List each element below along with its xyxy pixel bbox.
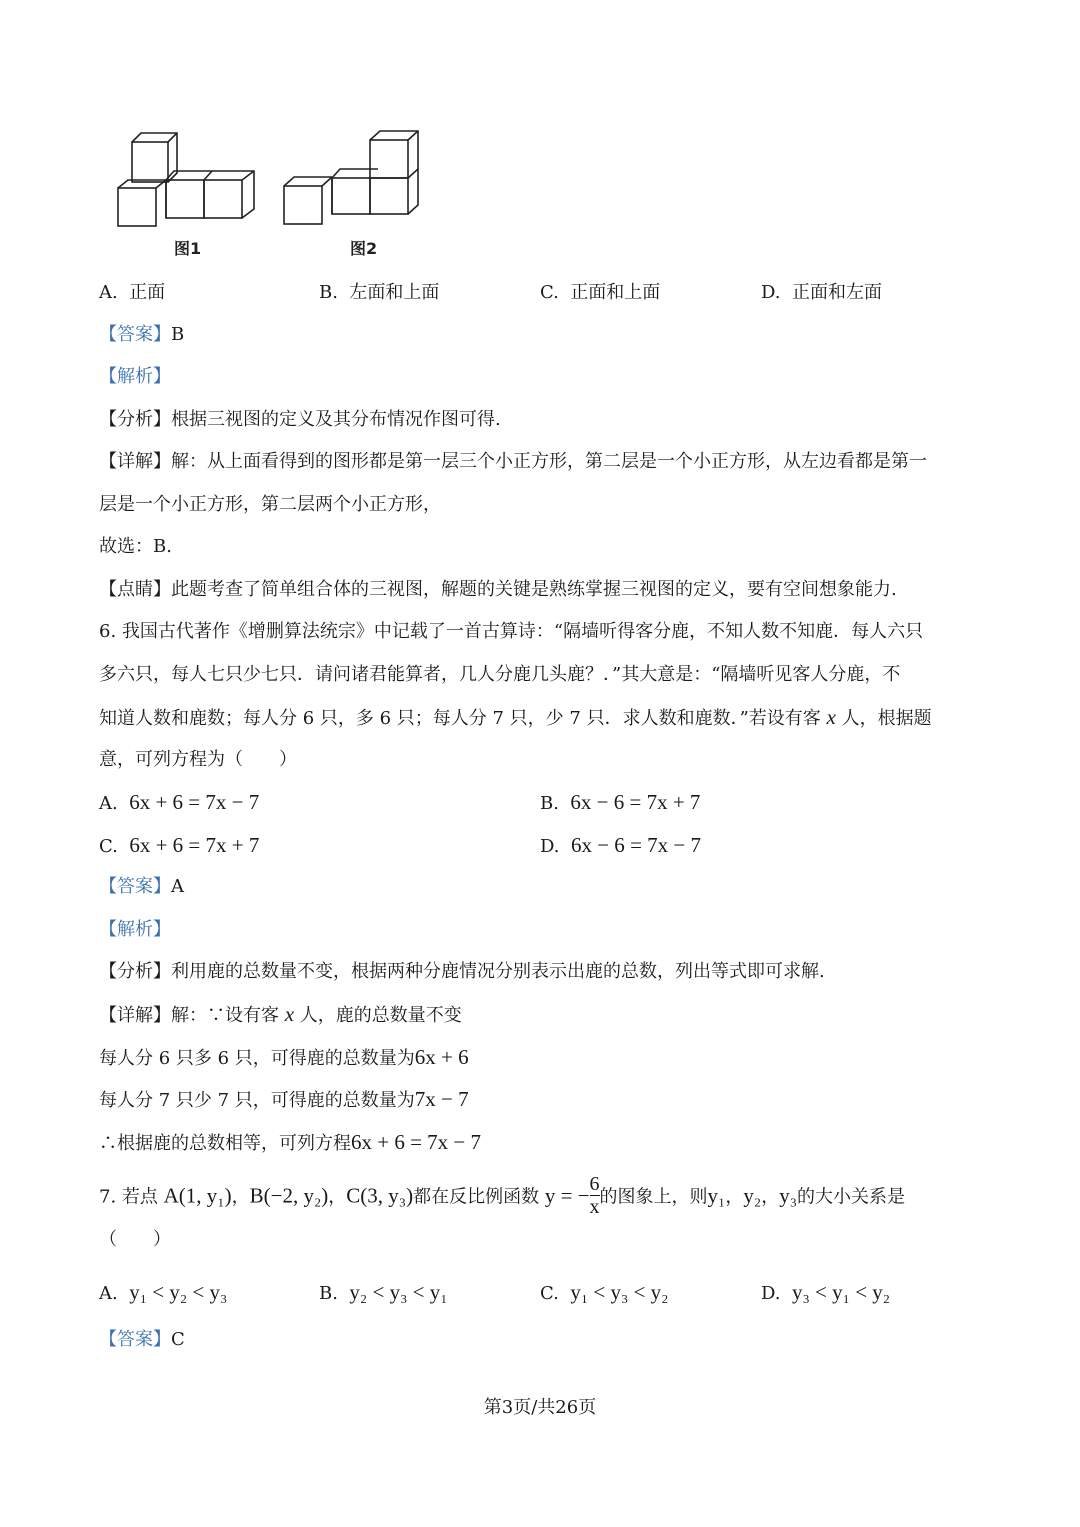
q6-line-1: 每人分 6 只多 6 只，可得鹿的总数量为6x + 6 [99,1045,469,1069]
q6-line-3: ∴根据鹿的总数相等，可列方程6x + 6 = 7x − 7 [99,1130,482,1154]
q7-option-d: D. y₃ < y₁ < y₂ [761,1280,891,1304]
q5-detail-line-2: 层是一个小正方形，第二层两个小正方形， [99,494,441,515]
figure-2-cubes [280,128,430,230]
figure-1-cubes [112,128,262,230]
q7-stem: 7. 若点 A(1, y₁)，B(−2, y₂)，C(3, y₃)都在反比例函数 y = − $\frac{6}{x}$ 的图象上，则y₁，y₂，y₃的大小关系是 [99,1173,906,1218]
q6-stem-line-4: 意，可列方程为（ ） [99,749,297,770]
q5-option-a: A. 正面 [99,282,166,303]
q7-answer: 【答案】C [99,1329,185,1350]
q6-analysis-heading: 【解析】 [99,919,171,940]
q5-analysis-heading: 【解析】 [99,366,171,387]
q5-detail-line-1: 【详解】解：从上面看得到的图形都是第一层三个小正方形，第二层是一个小正方形，从左边看都是第一 [99,451,927,472]
q6-stem-line-1: 6. 我国古代著作《增删算法统宗》中记载了一首古算诗：“隔墙听得客分鹿，不知人数不知鹿．每人六只 [99,621,924,642]
q6-option-b: B. 6x − 6 = 7x + 7 [540,790,701,814]
q6-fenxi: 【分析】利用鹿的总数量不变，根据两种分鹿情况分别表示出鹿的总数，列出等式即可求解. [99,961,825,982]
q6-detail: 【详解】解：∵设有客 x 人，鹿的总数量不变 [99,1002,462,1026]
q6-option-d: D. 6x − 6 = 7x − 7 [540,833,701,857]
q6-option-c: C. 6x + 6 = 7x + 7 [99,833,260,857]
q7-fraction: $\frac{6}{x}$ [589,1173,600,1218]
q5-fenxi: 【分析】根据三视图的定义及其分布情况作图可得. [99,409,501,430]
q5-option-d: D. 正面和左面 [761,282,882,303]
q5-dianjing: 【点睛】此题考查了简单组合体的三视图，解题的关键是熟练掌握三视图的定义，要有空间想象能力. [99,579,897,600]
q5-answer: 【答案】B [99,324,185,345]
q5-choose: 故选：B. [99,536,172,557]
q6-option-a: A. 6x + 6 = 7x − 7 [99,790,260,814]
q5-option-b: B. 左面和上面 [319,282,440,303]
q6-stem-line-2: 多六只，每人七只少七只．请问诸君能算者，几人分鹿几头鹿？．”其大意是：“隔墙听见客人分鹿，不 [99,664,901,685]
figure-1-caption: 图1 [174,239,202,258]
figure-2-caption: 图2 [350,239,378,258]
q7-option-c: C. y₁ < y₃ < y₂ [540,1280,669,1304]
q6-line-2: 每人分 7 只少 7 只，可得鹿的总数量为7x − 7 [99,1087,469,1111]
q6-stem-line-3: 知道人数和鹿数；每人分 6 只，多 6 只；每人分 7 只，少 7 只．求人数和鹿数．”若设有客 x 人，根据题 [99,705,932,729]
q7-option-a: A. y₁ < y₂ < y₃ [99,1280,228,1304]
q7-paren: （ ） [99,1229,171,1250]
page-number: 第3页/共26页 [483,1397,597,1418]
q5-option-c: C. 正面和上面 [540,282,661,303]
q7-option-b: B. y₂ < y₃ < y₁ [319,1280,448,1304]
q6-answer: 【答案】A [99,876,184,897]
